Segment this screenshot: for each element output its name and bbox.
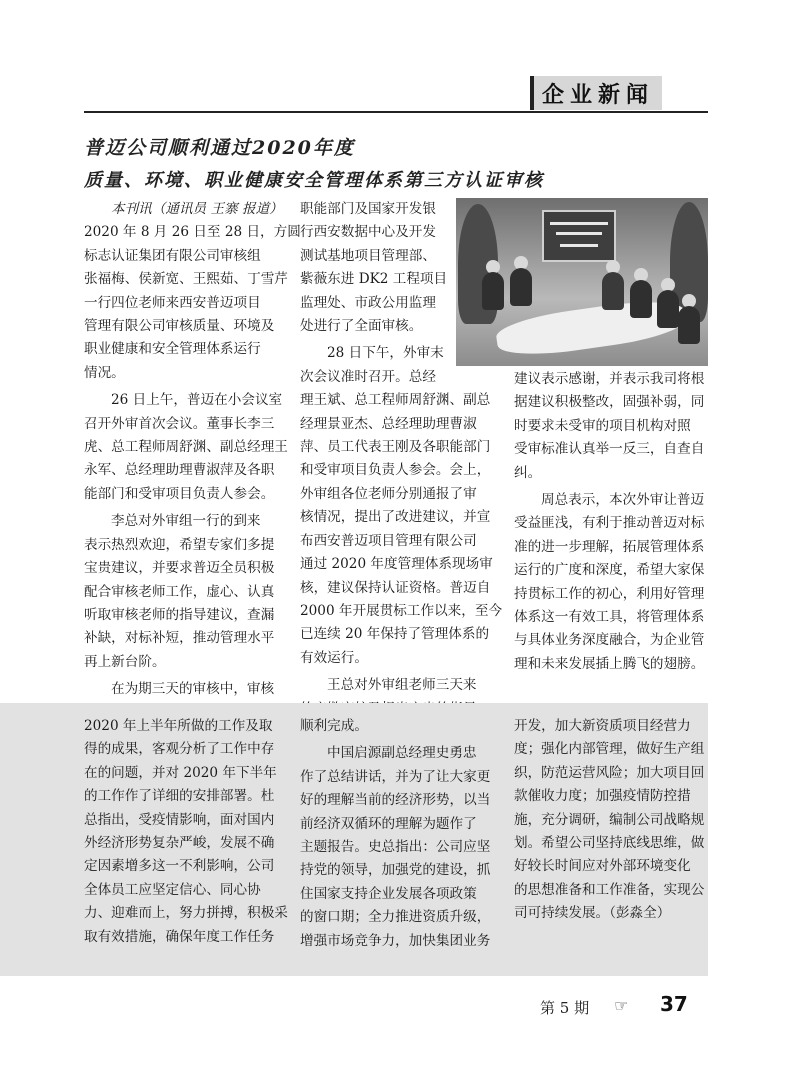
- article-title-line1: 普迈公司顺利通过2020年度: [84, 137, 355, 159]
- text-line: 与具体业务深度融合，为企业管: [514, 632, 705, 649]
- text-line: 建议表示感谢，并表示我司将根: [514, 371, 705, 387]
- text-line: 施，充分调研，编制公司战略规: [514, 811, 705, 828]
- section-tag: 企业新闻: [530, 76, 662, 110]
- text-line: 的思想准备和工作准备，实现公: [514, 881, 705, 898]
- text-line: 作了总结讲话，并为了让大家更: [300, 768, 491, 785]
- text-line: 表示热烈欢迎，希望专家们多提: [84, 536, 275, 553]
- page-number: 37: [660, 992, 688, 1016]
- text-line: 处进行了全面审核。: [300, 318, 423, 335]
- text-line: 情况。: [84, 364, 125, 381]
- text-line: 标志认证集团有限公司审核组: [84, 247, 261, 264]
- text-line: 再上新台阶。: [84, 653, 166, 670]
- text-line: 2020 年上半年所做的工作及取: [84, 718, 273, 734]
- text-line: 虎、总工程师周舒渊、副总经理王: [84, 439, 288, 456]
- text-line: 划。希望公司坚持底线思维，做: [514, 835, 705, 852]
- byline: 本刊讯（通讯员 王寨 报道）: [111, 201, 283, 217]
- pointing-hand-icon: ☞: [614, 996, 629, 1015]
- text-line: 准的进一步理解，拓展管理体系: [514, 538, 705, 555]
- text-line: 中国启源副总经理史勇忠: [327, 745, 477, 762]
- text-line: 取有效措施，确保年度工作任务: [84, 928, 275, 945]
- text-line: 持党的领导，加强党的建设，抓: [300, 862, 491, 879]
- text-line: 好较长时间应对外部环境变化: [514, 858, 691, 875]
- text-line: 李总对外审组一行的到来: [111, 513, 261, 530]
- text-line: 召开外审首次会议。董事长李三: [84, 415, 275, 432]
- text-line: 听取审核老师的指导建议，查漏: [84, 606, 275, 623]
- text-line: 住国家支持企业发展各项政策: [300, 885, 477, 902]
- text-line: 职能部门及国家开发银: [300, 201, 436, 217]
- issue-number: 第 5 期: [540, 999, 590, 1017]
- text-line: 外经济形势复杂严峻，发展不确: [84, 835, 275, 852]
- text-line: 在的问题，并对 2020 年下半年: [84, 764, 277, 781]
- text-line: 职业健康和安全管理体系运行: [84, 341, 261, 358]
- text-line: 前经济双循环的理解为题作了: [300, 815, 477, 832]
- text-line: 核情况，提出了改进建议，并宣: [300, 509, 491, 526]
- text-line: 能部门和受审项目负责人参会。: [84, 485, 275, 502]
- text-line: 监理处、市政公用监理: [300, 294, 436, 311]
- text-line: 已连续 20 年保持了管理体系的: [300, 626, 490, 643]
- article-column-1: [84, 198, 301, 725]
- text-line: 一行四位老师来西安普迈项目: [84, 294, 261, 311]
- text-line: 测试基地项目管理部、: [300, 247, 436, 264]
- text-line: 王总对外审组老师三天来: [327, 677, 477, 694]
- text-line: 定因素增多这一不利影响，公司: [84, 858, 275, 875]
- text-line: 通过 2020 年度管理体系现场审: [300, 556, 493, 573]
- text-line: 在为期三天的审核中，审核: [111, 681, 275, 698]
- text-line: 运行的广度和深度，希望大家保: [514, 562, 705, 579]
- article-title-line2: 质量、环境、职业健康安全管理体系第三方认证审核: [84, 170, 544, 191]
- text-line: 织，防范运营风险；加大项目回: [514, 764, 705, 781]
- text-line: 28 日下午，外审末: [327, 345, 444, 362]
- text-line: 主题报告。史总指出：公司应坚: [300, 839, 491, 856]
- text-line: 布西安普迈项目管理有限公司: [300, 532, 477, 549]
- text-line: 理王斌、总工程师周舒渊、副总: [300, 392, 491, 409]
- text-line: 宝贵建议，并要求普迈全员积极: [84, 560, 275, 577]
- text-line: 2020 年 8 月 26 日至 28 日，方圆: [84, 224, 301, 241]
- text-line: 顺利完成。: [300, 718, 368, 734]
- band-column-1: [84, 715, 288, 949]
- text-line: 据建议积极整改，固强补弱，同: [514, 394, 705, 411]
- header-rule: [84, 111, 708, 113]
- text-line: 受益匪浅，有利于推动普迈对标: [514, 515, 705, 532]
- text-line: 款催收力度；加强疫情防控措: [514, 788, 691, 805]
- text-line: 得的成果，客观分析了工作中存: [84, 741, 275, 758]
- text-line: 补缺，对标补短，推动管理水平: [84, 630, 275, 647]
- text-line: 全体员工应坚定信心、同心协: [84, 881, 261, 898]
- text-line: 管理有限公司审核质量、环境及: [84, 318, 275, 335]
- text-line: 和受审项目负责人参会。会上，: [300, 462, 491, 479]
- text-line: 紫薇东进 DK2 工程项目: [300, 271, 448, 288]
- band-column-3: [514, 715, 704, 926]
- text-line: 受审标准认真举一反三，自查自: [514, 441, 705, 458]
- text-line: 有效运行。: [300, 649, 368, 666]
- text-line: 司可持续发展。（彭淼全）: [514, 905, 671, 922]
- text-line: 理和未来发展插上腾飞的翅膀。: [514, 655, 705, 672]
- text-line: 时要求未受审的项目机构对照: [514, 417, 691, 434]
- text-line: 次会议准时召开。总经: [300, 368, 436, 385]
- text-line: 体系这一有效工具，将管理体系: [514, 609, 705, 626]
- text-line: 2000 年开展贯标工作以来，至今: [300, 602, 503, 619]
- text-line: 增强市场竞争力，加快集团业务: [300, 932, 491, 949]
- text-line: 好的理解当前的经济形势，以当: [300, 792, 491, 809]
- text-line: 度；强化内部管理，做好生产组: [514, 741, 705, 758]
- text-line: 配合审核老师工作，虚心、认真: [84, 583, 275, 600]
- text-line: 纠。: [514, 464, 542, 481]
- presentation-screen: [542, 210, 616, 262]
- article-column-3: [514, 368, 704, 676]
- text-line: 行西安数据中心及开发: [300, 224, 436, 241]
- text-line: 周总表示，本次外审让普迈: [541, 492, 705, 509]
- text-line: 永军、总经理助理曹淑萍及各职: [84, 462, 275, 479]
- text-line: 外审组各位老师分别通报了审: [300, 485, 477, 502]
- text-line: 总指出，受疫情影响，面对国内: [84, 811, 275, 828]
- text-line: 核，建议保持认证资格。普迈自: [300, 579, 491, 596]
- text-line: 萍、员工代表王刚及各职能部门: [300, 439, 491, 456]
- text-line: 持贯标工作的初心，利用好管理: [514, 585, 705, 602]
- text-line: 经理景亚杰、总经理助理曹淑: [300, 415, 477, 432]
- text-line: 张福梅、侯新宽、王熙茹、丁雪芹: [84, 271, 288, 288]
- article-column-2: [300, 198, 502, 721]
- band-column-2: [300, 715, 490, 953]
- text-line: 力、迎难而上，努力拼搏，积极采: [84, 905, 288, 922]
- text-line: 开发，加大新资质项目经营力: [514, 718, 691, 734]
- text-line: 的窗口期；全力推进资质升级，: [300, 909, 491, 926]
- text-line: 26 日上午，普迈在小会议室: [111, 392, 283, 409]
- text-line: 的工作作了详细的安排部署。杜: [84, 788, 275, 805]
